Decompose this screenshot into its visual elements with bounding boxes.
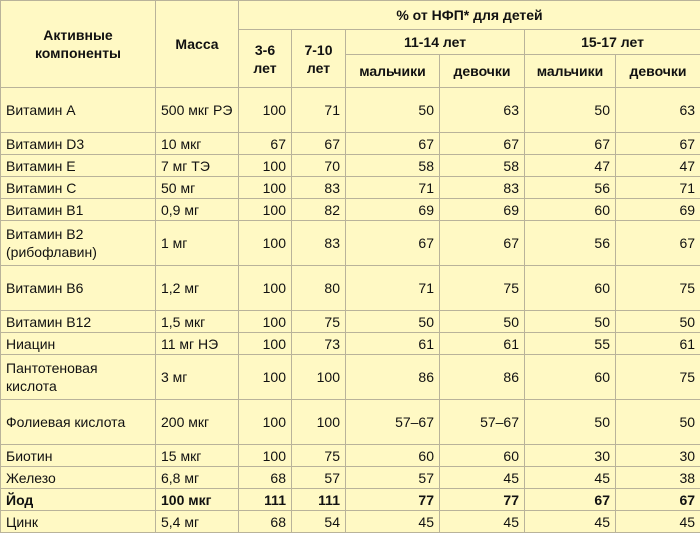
component-name: Витамин В6 [1,266,156,311]
table-row [1,333,700,355]
component-mass: 1,2 мг [156,266,239,311]
header-boys-15-17: мальчики [525,55,616,88]
component-mass: 10 мкг [156,133,239,155]
pct-11-14-girls-cell: 77 [440,489,525,511]
pct-11-14-girls-cell: 58 [440,155,525,177]
pct-3-6-cell: 100 [239,177,292,199]
pct-7-10-cell: 67 [292,133,346,155]
header-components: Активные компоненты [1,1,156,88]
component-name: Железо [1,467,156,489]
table-row [1,88,700,133]
pct-7-10-cell: 57 [292,467,346,489]
pct-15-17-girls-cell: 67 [616,221,700,266]
pct-11-14-boys-cell: 57 [346,467,440,489]
component-name: Витамин В12 [1,311,156,333]
pct-7-10-cell: 73 [292,333,346,355]
pct-15-17-girls-cell: 47 [616,155,700,177]
pct-15-17-boys-cell: 50 [525,400,616,445]
pct-3-6-cell: 68 [239,467,292,489]
header-age-7-10: 7-10 лет [292,30,346,88]
pct-3-6-cell: 67 [239,133,292,155]
table-row [1,221,700,266]
pct-11-14-boys-cell: 50 [346,88,440,133]
component-name: Витамин С [1,177,156,199]
table-row [1,467,700,489]
pct-15-17-girls-cell: 38 [616,467,700,489]
table-row [1,133,700,155]
pct-7-10-cell: 83 [292,177,346,199]
header-girls-11-14: девочки [440,55,525,88]
pct-15-17-girls-cell: 75 [616,266,700,311]
component-mass: 11 мг НЭ [156,333,239,355]
pct-15-17-boys-cell: 45 [525,511,616,533]
table-row [1,177,700,199]
header-age-15-17: 15-17 лет [525,30,700,55]
pct-15-17-boys-cell: 67 [525,133,616,155]
pct-3-6-cell: 111 [239,489,292,511]
pct-15-17-boys-cell: 55 [525,333,616,355]
header-group-title: % от НФП* для детей [239,1,700,30]
pct-15-17-girls-cell: 67 [616,489,700,511]
pct-11-14-boys-cell: 71 [346,177,440,199]
component-mass: 6,8 мг [156,467,239,489]
pct-11-14-girls-cell: 45 [440,467,525,489]
pct-15-17-girls-cell: 61 [616,333,700,355]
component-name: Витамин D3 [1,133,156,155]
pct-3-6-cell: 100 [239,311,292,333]
pct-7-10-cell: 83 [292,221,346,266]
pct-15-17-girls-cell: 69 [616,199,700,221]
component-mass: 200 мкг [156,400,239,445]
header-row-group [1,1,700,30]
pct-3-6-cell: 100 [239,88,292,133]
pct-15-17-boys-cell: 60 [525,199,616,221]
pct-11-14-boys-cell: 58 [346,155,440,177]
component-mass: 1,5 мкг [156,311,239,333]
component-name: Витамин А [1,88,156,133]
pct-11-14-girls-cell: 57–67 [440,400,525,445]
component-mass: 1 мг [156,221,239,266]
pct-15-17-boys-cell: 67 [525,489,616,511]
component-mass: 5,4 мг [156,511,239,533]
pct-15-17-boys-cell: 50 [525,88,616,133]
component-mass: 500 мкг РЭ [156,88,239,133]
pct-11-14-girls-cell: 67 [440,133,525,155]
pct-15-17-boys-cell: 47 [525,155,616,177]
pct-11-14-boys-cell: 67 [346,133,440,155]
header-girls-15-17: девочки [616,55,700,88]
component-name: Пантотеновая кислота [1,355,156,400]
component-name: Биотин [1,445,156,467]
pct-11-14-girls-cell: 61 [440,333,525,355]
table-row [1,155,700,177]
pct-3-6-cell: 100 [239,221,292,266]
pct-11-14-boys-cell: 50 [346,311,440,333]
pct-7-10-cell: 70 [292,155,346,177]
pct-11-14-boys-cell: 61 [346,333,440,355]
component-mass: 0,9 мг [156,199,239,221]
pct-15-17-girls-cell: 30 [616,445,700,467]
pct-11-14-boys-cell: 45 [346,511,440,533]
header-boys-11-14: мальчики [346,55,440,88]
table-row [1,199,700,221]
pct-15-17-boys-cell: 56 [525,177,616,199]
pct-15-17-girls-cell: 50 [616,311,700,333]
pct-3-6-cell: 100 [239,400,292,445]
table-row [1,445,700,467]
pct-15-17-boys-cell: 30 [525,445,616,467]
pct-15-17-girls-cell: 50 [616,400,700,445]
pct-11-14-boys-cell: 71 [346,266,440,311]
component-name: Цинк [1,511,156,533]
pct-15-17-boys-cell: 60 [525,266,616,311]
pct-15-17-girls-cell: 75 [616,355,700,400]
pct-7-10-cell: 82 [292,199,346,221]
table-row [1,511,700,533]
component-mass: 100 мкг [156,489,239,511]
component-name: Витамин Е [1,155,156,177]
pct-7-10-cell: 75 [292,311,346,333]
pct-11-14-girls-cell: 63 [440,88,525,133]
header-age-3-6: 3-6 лет [239,30,292,88]
pct-11-14-girls-cell: 50 [440,311,525,333]
table-row [1,489,700,511]
table-row [1,311,700,333]
pct-11-14-boys-cell: 57–67 [346,400,440,445]
pct-3-6-cell: 100 [239,333,292,355]
component-mass: 3 мг [156,355,239,400]
pct-15-17-girls-cell: 63 [616,88,700,133]
pct-11-14-boys-cell: 77 [346,489,440,511]
table-body [1,88,700,533]
pct-7-10-cell: 75 [292,445,346,467]
component-mass: 15 мкг [156,445,239,467]
pct-3-6-cell: 68 [239,511,292,533]
pct-11-14-girls-cell: 45 [440,511,525,533]
table-row [1,266,700,311]
pct-11-14-girls-cell: 86 [440,355,525,400]
pct-7-10-cell: 80 [292,266,346,311]
pct-7-10-cell: 54 [292,511,346,533]
pct-15-17-boys-cell: 50 [525,311,616,333]
pct-11-14-girls-cell: 67 [440,221,525,266]
pct-7-10-cell: 100 [292,355,346,400]
pct-15-17-girls-cell: 67 [616,133,700,155]
component-name: Витамин В1 [1,199,156,221]
pct-15-17-girls-cell: 45 [616,511,700,533]
pct-11-14-girls-cell: 60 [440,445,525,467]
component-name: Йод [1,489,156,511]
table-row [1,400,700,445]
pct-15-17-boys-cell: 56 [525,221,616,266]
pct-3-6-cell: 100 [239,355,292,400]
header-age-11-14: 11-14 лет [346,30,525,55]
pct-11-14-boys-cell: 60 [346,445,440,467]
pct-15-17-boys-cell: 60 [525,355,616,400]
pct-11-14-girls-cell: 75 [440,266,525,311]
pct-7-10-cell: 71 [292,88,346,133]
pct-11-14-girls-cell: 69 [440,199,525,221]
component-mass: 50 мг [156,177,239,199]
pct-11-14-boys-cell: 69 [346,199,440,221]
pct-3-6-cell: 100 [239,155,292,177]
pct-11-14-girls-cell: 83 [440,177,525,199]
pct-3-6-cell: 100 [239,445,292,467]
pct-15-17-girls-cell: 71 [616,177,700,199]
table-row [1,355,700,400]
header-mass: Масса [156,1,239,88]
pct-11-14-boys-cell: 86 [346,355,440,400]
component-name: Фолиевая кислота [1,400,156,445]
component-name: Ниацин [1,333,156,355]
component-name: Витамин В2 (рибофлавин) [1,221,156,266]
pct-7-10-cell: 111 [292,489,346,511]
pct-3-6-cell: 100 [239,199,292,221]
pct-3-6-cell: 100 [239,266,292,311]
component-mass: 7 мг ТЭ [156,155,239,177]
pct-7-10-cell: 100 [292,400,346,445]
pct-15-17-boys-cell: 45 [525,467,616,489]
pct-11-14-boys-cell: 67 [346,221,440,266]
